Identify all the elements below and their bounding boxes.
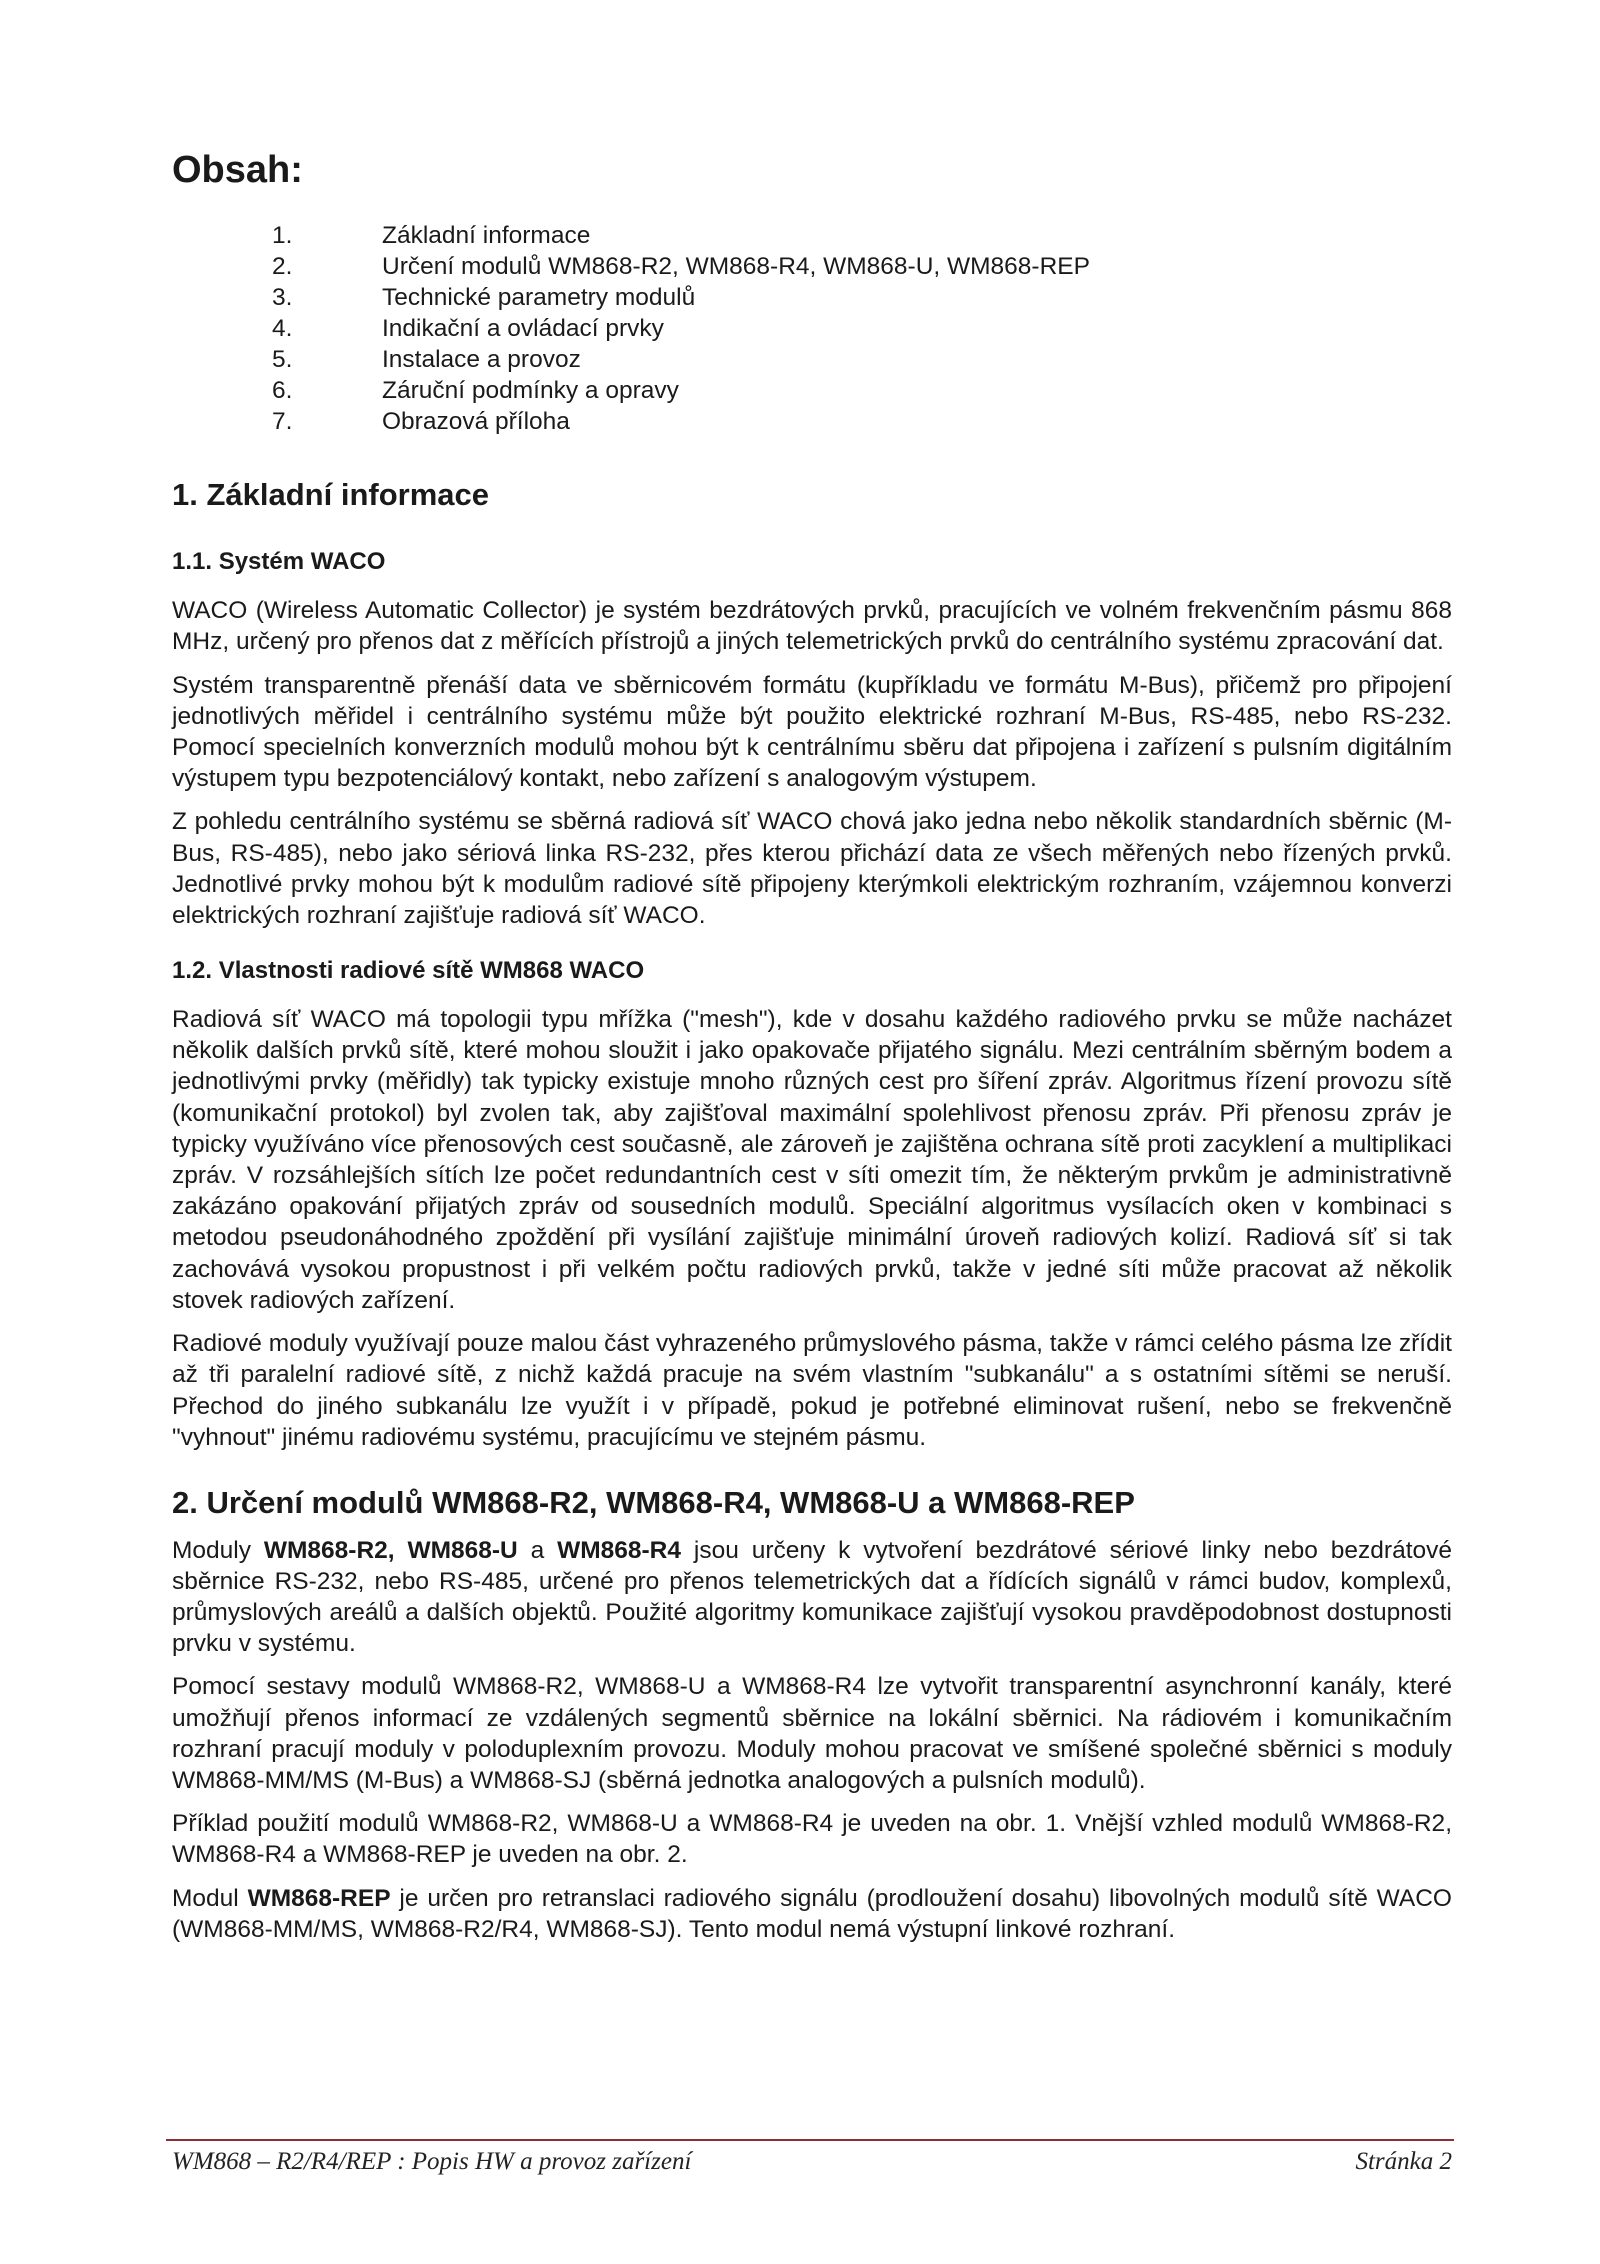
paragraph: WACO (Wireless Automatic Collector) je systém bezdrátových prvků, pracujících ve volném frekvenčním pásmu 868 MHz, určený pro přenos dat z měřících přístrojů a jiných telemetrických prvků do centrálního systému zpracování dat. <box>172 597 1452 656</box>
toc-item <box>172 375 1452 406</box>
page-footer <box>172 2148 1452 2176</box>
toc-item <box>172 251 1452 282</box>
toc-item <box>172 220 1452 251</box>
contents-title: Obsah: <box>172 149 303 191</box>
paragraph <box>172 1883 1452 1945</box>
module-name-bold: WM868-R2, WM868-U <box>263 1536 518 1564</box>
toc-item-label: Technické parametry modulů <box>382 283 696 311</box>
paragraph: Z pohledu centrálního systému se sběrná radiová síť WACO chová jako jedna nebo několik standardních sběrnic (M-Bus, RS-485), nebo jako sériová linka RS-232, přes kterou přichází data ze všech měřených nebo řízených prvků. Jednotlivé prvky mohou být k modulům radiové sítě připojeny kterýmkoli elektrickým rozhraním, vzájemnou konverzi elektrických rozhraní zajišťuje radiová síť WACO. <box>172 808 1452 930</box>
footer-document-title: WM868 – R2/R4/REP : Popis HW a provoz zařízení <box>172 2148 692 2175</box>
table-of-contents <box>172 220 1452 437</box>
toc-item <box>172 344 1452 375</box>
page-content <box>172 150 1452 1957</box>
toc-item-number: 3. <box>272 283 293 311</box>
paragraph-text: a <box>517 1536 558 1564</box>
subsection-1-1-heading: 1.1. Systém WACO <box>172 548 386 576</box>
toc-item-label: Určení modulů WM868-R2, WM868-R4, WM868-U, WM868-REP <box>382 252 1090 280</box>
section-1-heading: 1. Základní informace <box>172 476 489 512</box>
module-name-bold: WM868-R4 <box>557 1536 681 1564</box>
paragraph-text: je určen pro retranslaci radiového signálu (prodloužení dosahu) libovolných modulů sítě WACO (WM868-MM/MS, WM868-R2/R4, WM868-SJ). Tento modul nemá výstupní linkové rozhraní. <box>172 1884 1452 1943</box>
toc-item-label: Základní informace <box>382 221 591 249</box>
toc-item-number: 4. <box>272 314 293 342</box>
subsection-1-2-heading: 1.2. Vlastnosti radiové sítě WM868 WACO <box>172 957 645 985</box>
toc-item-number: 6. <box>272 376 293 404</box>
paragraph-text: Modul <box>172 1884 248 1912</box>
toc-item-number: 5. <box>272 345 293 373</box>
toc-item-number: 2. <box>272 252 293 280</box>
paragraph: Systém transparentně přenáší data ve sběrnicovém formátu (kupříkladu ve formátu M-Bus), přičemž pro připojení jednotlivých měřidel i centrálního systému může být použito elektrické rozhraní M-Bus, RS-485, nebo RS-232. Pomocí specielních konverzních modulů mohou být k centrálnímu sběru dat připojena i zařízení s pulsním digitálním výstupem typu bezpotenciálový kontakt, nebo zařízení s analogovým výstupem. <box>172 671 1452 793</box>
paragraph: Pomocí sestavy modulů WM868-R2, WM868-U a WM868-R4 lze vytvořit transparentní asynchronní kanály, které umožňují přenos informací ze vzdálených segmentů sběrnice na lokální sběrnici. Na rádiovém i komunikačním rozhraní pracují moduly v poloduplexním provozu. Moduly mohou pracovat ve smíšené společné sběrnici s moduly WM868-MM/MS (M-Bus) a WM868-SJ (sběrná jednotka analogových a pulsních modulů). <box>172 1673 1452 1794</box>
toc-item-label: Záruční podmínky a opravy <box>382 376 679 404</box>
paragraph: Radiová síť WACO má topologii typu mřížka ("mesh"), kde v dosahu každého radiového prvku se může nacházet několik dalších prvků sítě, které mohou sloužit i jako opakovače přijatého signálu. Mezi centrálním sběrným bodem a jednotlivými prvky (měřidly) tak typicky existuje mnoho různých cest pro šíření zpráv. Algoritmus řízení provozu sítě (komunikační protokol) byl zvolen tak, aby zajišťoval maximální spolehlivost přenosu zpráv. Při přenosu zpráv je typicky využíváno více přenosových cest současně, ale zároveň je zajištěna ochrana sítě proti zacyklení a multiplikaci zpráv. V rozsáhlejších sítích lze počet redundantních cest v síti omezit tím, že některým prvkům je administrativně zakázáno opakování přijatých zpráv od sousedních modulů. Speciální algoritmus vysílacích oken v kombinaci s metodou pseudonáhodného zpoždění při vysílání zajišťuje minimální úroveň radiových kolizí. Radiová síť si tak zachovává vysokou propustnost i při velkém počtu radiových prvků, takže v jedné síti může pracovat až několik stovek radiových zařízení. <box>172 1006 1452 1314</box>
paragraph-text: Moduly <box>172 1536 264 1564</box>
toc-item <box>172 282 1452 313</box>
toc-item <box>172 313 1452 344</box>
footer-rule <box>166 2139 1454 2141</box>
paragraph: Radiové moduly využívají pouze malou část vyhrazeného průmyslového pásma, takže v rámci celého pásma lze zřídit až tři paralelní radiové sítě, z nichž každá pracuje na svém vlastním "subkanálu" a s ostatními sítěmi se neruší. Přechod do jiného subkanálu lze využít i v případě, pokud je potřebné eliminovat rušení, nebo se frekvenčně "vyhnout" jinému radiovému systému, pracujícímu ve stejném pásmu. <box>172 1330 1452 1451</box>
module-name-bold: WM868-REP <box>247 1884 391 1912</box>
footer-page-number: Stránka 2 <box>1355 2148 1452 2175</box>
paragraph-text: jsou určeny k vytvoření bezdrátové sériové linky nebo bezdrátové sběrnice RS-232, nebo RS-485, určené pro přenos telemetrických dat a řídících signálů v rámci budov, komplexů, průmyslových areálů a dalších objektů. Použité algoritmy komunikace zajišťují vysokou pravděpodobnost dostupnosti prvku v systému. <box>172 1536 1452 1658</box>
paragraph <box>172 1535 1452 1660</box>
section-2-heading: 2. Určení modulů WM868-R2, WM868-R4, WM868-U a WM868-REP <box>172 1484 1135 1520</box>
paragraph: Příklad použití modulů WM868-R2, WM868-U a WM868-R4 je uveden na obr. 1. Vnější vzhled modulů WM868-R2, WM868-R4 a WM868-REP je uveden na obr. 2. <box>172 1810 1452 1869</box>
toc-item-number: 1. <box>272 221 293 249</box>
toc-item-label: Indikační a ovládací prvky <box>382 314 664 342</box>
toc-item-label: Obrazová příloha <box>382 407 570 435</box>
toc-item-label: Instalace a provoz <box>382 345 581 373</box>
toc-item <box>172 406 1452 437</box>
toc-item-number: 7. <box>272 407 293 435</box>
